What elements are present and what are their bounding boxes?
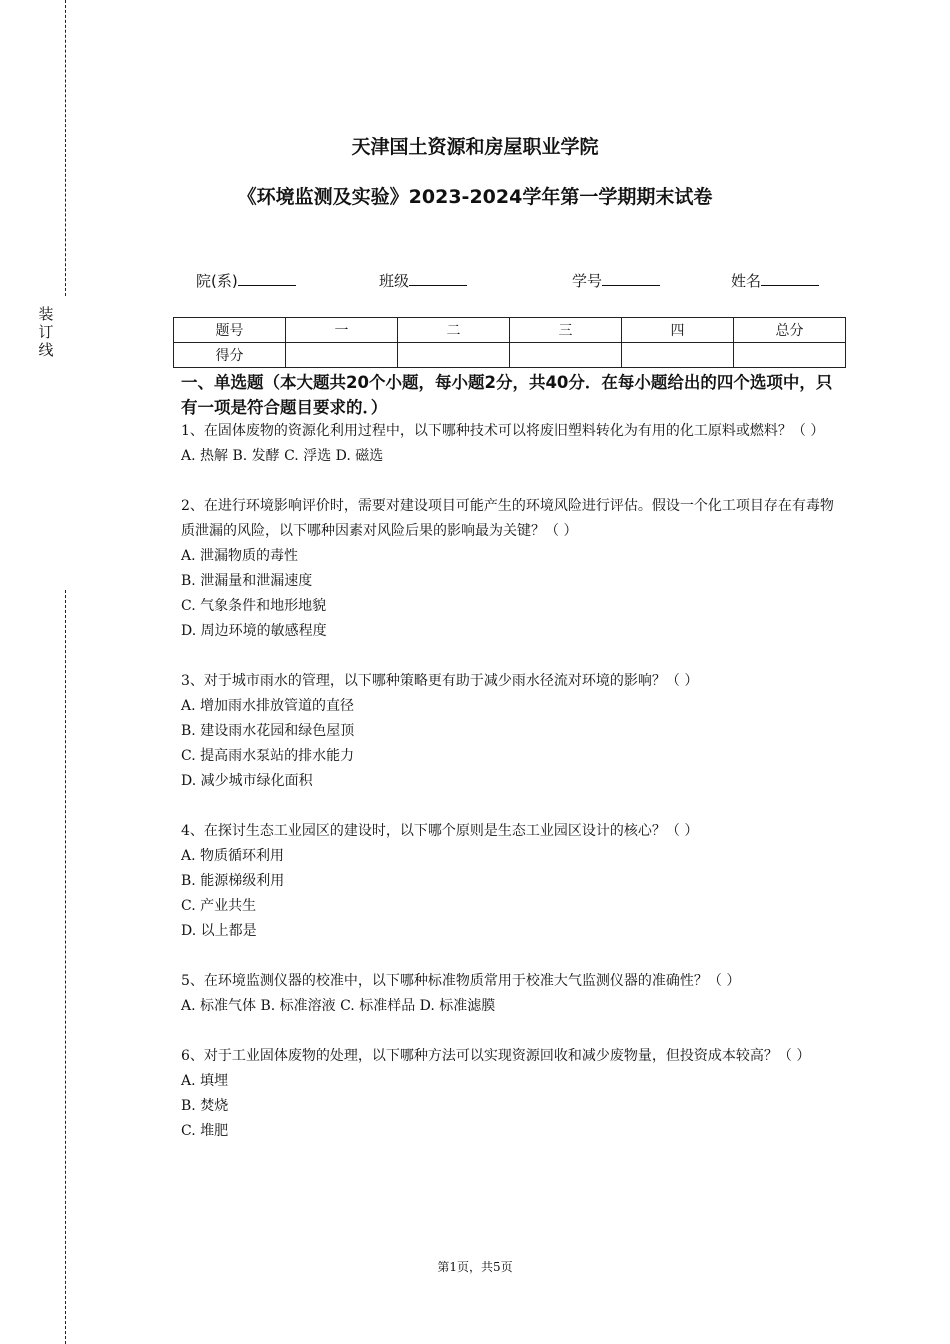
option-c: C. 堆肥 bbox=[181, 1123, 229, 1139]
student-id-field bbox=[572, 270, 660, 291]
option-a: A. 填埋 bbox=[181, 1073, 229, 1089]
option-b: B. 泄漏量和泄漏速度 bbox=[181, 573, 313, 589]
binding-char: 装 bbox=[38, 305, 54, 323]
option-d: D. 减少城市绿化面积 bbox=[181, 773, 313, 789]
question-options: A. 标准气体 B. 标准溶液 C. 标准样品 D. 标准滤膜 bbox=[181, 998, 496, 1014]
score-input-cell[interactable] bbox=[622, 343, 734, 368]
score-input-cell[interactable] bbox=[510, 343, 622, 368]
score-table-score-row bbox=[174, 343, 846, 368]
student-id-label: 学号 bbox=[572, 272, 603, 290]
binding-char: 线 bbox=[38, 341, 54, 359]
option-b: B. 建设雨水花园和绿色屋顶 bbox=[181, 723, 355, 739]
question-5 bbox=[181, 969, 841, 1019]
class-blank[interactable] bbox=[409, 271, 467, 286]
question-stem: 1、在固体废物的资源化利用过程中，以下哪种技术可以将废旧塑料转化为有用的化工原料或燃料？（ ） bbox=[181, 423, 825, 439]
option-b: B. 焚烧 bbox=[181, 1098, 229, 1114]
dept-blank[interactable] bbox=[238, 271, 296, 286]
question-stem: 2、在进行环境影响评价时，需要对建设项目可能产生的环境风险进行评估。假设一个化工项目存在有毒物质泄漏的风险，以下哪种因素对风险后果的影响最为关键？（ ） bbox=[181, 498, 834, 539]
option-a: A. 物质循环利用 bbox=[181, 848, 285, 864]
question-3 bbox=[181, 669, 841, 794]
score-cell: 二 bbox=[398, 318, 510, 343]
score-input-cell[interactable] bbox=[286, 343, 398, 368]
exam-title: 《环境监测及实验》2023-2024学年第一学期期末试卷 bbox=[237, 186, 713, 208]
question-4 bbox=[181, 819, 841, 944]
option-c: C. 气象条件和地形地貌 bbox=[181, 598, 327, 614]
question-1 bbox=[181, 419, 841, 469]
score-cell: 总分 bbox=[734, 318, 846, 343]
option-c: C. 提高雨水泵站的排水能力 bbox=[181, 748, 355, 764]
question-stem: 5、在环境监测仪器的校准中，以下哪种标准物质常用于校准大气监测仪器的准确性？（ ） bbox=[181, 973, 741, 989]
option-d: D. 周边环境的敏感程度 bbox=[181, 623, 327, 639]
question-stem: 6、对于工业固体废物的处理，以下哪种方法可以实现资源回收和减少废物量，但投资成本较高？（ ） bbox=[181, 1048, 811, 1064]
score-cell: 四 bbox=[622, 318, 734, 343]
score-input-cell[interactable] bbox=[398, 343, 510, 368]
question-list bbox=[181, 419, 841, 1169]
score-cell: 题号 bbox=[174, 318, 286, 343]
section-heading: 一、单选题（本大题共20个小题，每小题2分，共40分．在每小题给出的四个选项中，只有一项是符合题目要求的．） bbox=[181, 373, 833, 417]
option-c: C. 产业共生 bbox=[181, 898, 257, 914]
class-field bbox=[379, 270, 467, 291]
name-blank[interactable] bbox=[761, 271, 819, 286]
question-stem: 4、在探讨生态工业园区的建设时，以下哪个原则是生态工业园区设计的核心？（ ） bbox=[181, 823, 699, 839]
class-label: 班级 bbox=[379, 272, 410, 290]
option-d: D. 以上都是 bbox=[181, 923, 257, 939]
score-table bbox=[173, 317, 846, 368]
option-a: A. 泄漏物质的毒性 bbox=[181, 548, 299, 564]
name-label: 姓名 bbox=[731, 272, 762, 290]
binding-line-bottom bbox=[65, 590, 66, 1344]
question-stem: 3、对于城市雨水的管理，以下哪种策略更有助于减少雨水径流对环境的影响？（ ） bbox=[181, 673, 699, 689]
score-input-cell[interactable] bbox=[734, 343, 846, 368]
page-footer: 第1页，共5页 bbox=[437, 1260, 513, 1274]
dept-field bbox=[196, 270, 296, 291]
score-row-label: 得分 bbox=[174, 343, 286, 368]
name-field bbox=[731, 270, 819, 291]
option-a: A. 增加雨水排放管道的直径 bbox=[181, 698, 355, 714]
score-table-header-row bbox=[174, 318, 846, 343]
dept-label: 院(系) bbox=[196, 272, 238, 290]
school-name: 天津国土资源和房屋职业学院 bbox=[351, 136, 599, 158]
binding-label bbox=[38, 305, 54, 359]
question-options: A. 热解 B. 发酵 C. 浮选 D. 磁选 bbox=[181, 448, 384, 464]
student-id-blank[interactable] bbox=[602, 271, 660, 286]
question-6 bbox=[181, 1044, 841, 1144]
option-b: B. 能源梯级利用 bbox=[181, 873, 285, 889]
binding-char: 订 bbox=[38, 323, 54, 341]
score-cell: 三 bbox=[510, 318, 622, 343]
score-cell: 一 bbox=[286, 318, 398, 343]
question-2 bbox=[181, 494, 841, 644]
